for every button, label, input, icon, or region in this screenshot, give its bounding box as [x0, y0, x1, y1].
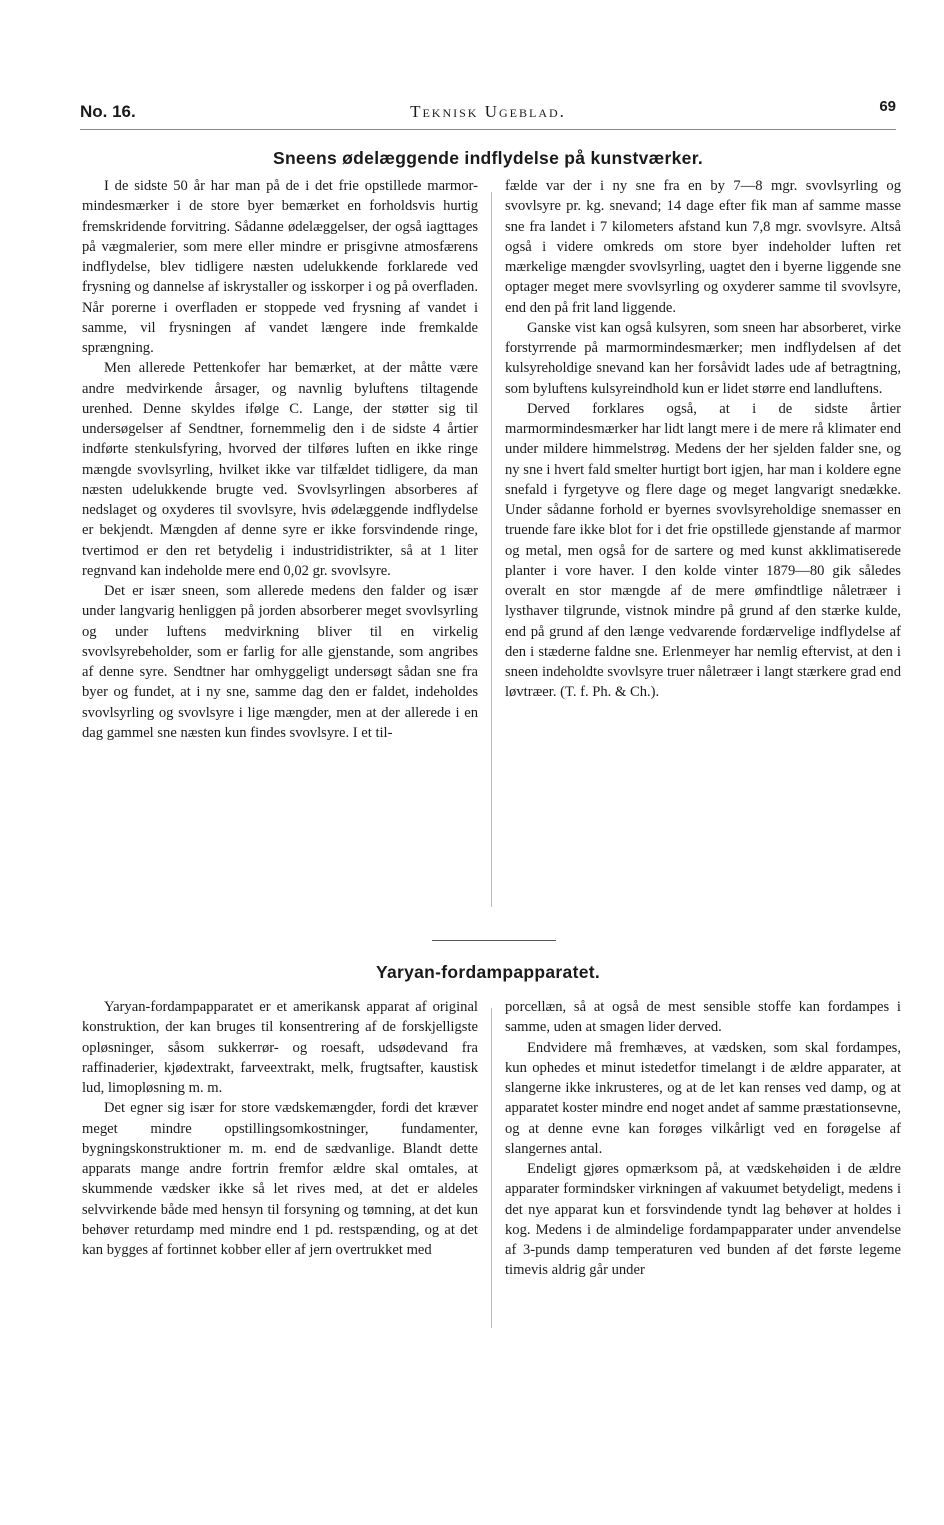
article-snow-right-column — [505, 176, 901, 703]
paragraph: I de sidste 50 år har man på de i det frie opstillede marmor-mindesmærker i de store byer bemærket en forholdsvis hurtig fremskridende forvitring. Sådanne ødelæggelser, der også iagttages på vægmalerier, som mere eller mindre er prisgivne atmosfærens indflydelse, blev tidligere næsten udelukkende forklarede ved frysning og dannelse af iskrystaller og isskorper i og på overfladen. Når porerne i overfladen er stoppede ved frysning af vandet i samme, vil frysningen af vandet længere inde fremkalde sprængning. — [82, 178, 478, 356]
article-yaryan-right-column — [505, 997, 901, 1281]
page-number: 69 — [879, 98, 896, 115]
article-separator — [432, 940, 556, 941]
header-rule — [80, 129, 896, 130]
article-snow-left-column — [82, 176, 478, 743]
paragraph: Ganske vist kan også kulsyren, som sneen har absorberet, virke forstyrrende på marmormindesmærker; men indflydelsen af det kulsyreholdige snevand kan her forsåvidt lades ude af betragtning, som byluftens kulsyreindhold kun er lidet større end landluftens. — [505, 319, 901, 397]
paragraph: Derved forklares også, at i de sidste årtier marmormindesmærker har lidt langt mere i de mere rå klimater end under mildere himmelstrøg. Medens der her sjelden falder sne, og ny sne i hvert fald smelter hurtigt bort igjen, har man i koldere egne snefald i fyrgetyve og flere dage og meget langvarigt snedække. Under sådanne forhold er byernes svovlsyreholdige snemasser en truende fare ikke blot for i det frie opstillede gjenstande af marmor og metal, men også for de sartere og med kunst akklimatiserede planter i vore haver. I den kolde vinter 1879—80 gik således overalt en stor mængde af de mere ømfindtlige nåletræer i lysthaver tilgrunde, vistnok mindre på grund af den stærke kulde, end på grund af den længe vedvarende fordærvelige indflydelse af den i stæderne faldne sne. Erlenmeyer har nemlig eftervist, at den i sneen indeholdte svovlsyre truer nåletræer i langt stærkere grad end løvtræer. (T. f. Ph. & Ch.). — [505, 400, 901, 701]
paragraph: porcellæn, så at også de mest sensible stoffe kan fordampes i samme, uden at smagen lider derved. — [505, 999, 901, 1036]
paragraph: Det er især sneen, som allerede medens den falder og især under langvarig henliggen på jorden absorberer meget svovlsyrling og under luftens medvirkning bliver til en virkelig svovlsyrebeholder, som er farlig for alle gjenstande, som angribes af denne syre. Sendtner har omhyggeligt undersøgt sådan sne fra byer og fundet, at i ny sne, samme dag den er faldet, indeholdes svovlsyrling og svovlsyre i lige mængder, men at der allerede i en dag gammel sne næsten kun findes svovlsyre. I et til- — [82, 583, 478, 741]
paragraph: Endvidere må fremhæves, at vædsken, som skal fordampes, kun ophedes et minut istedetfor timelangt i de ældre apparater, at slangerne ikke inkrusteres, og at de let kan renses ved damp, og at apparatet koster mindre end noget andet af samme præstationsevne, og at denne evne kan forøges vilkårligt ved en forøgelse af slangernes antal. — [505, 1039, 901, 1157]
paragraph: Det egner sig især for store vædskemængder, fordi det kræver meget mindre opstillingsomkostninger, fundamenter, bygningskonstruktioner m. m. end de sædvanlige. Blandt dette apparats mange andre fortrin fremfor ældre skal omtales, at skummende vædsker ikke så let rives med, at det er aldeles selvvirkende både med hensyn til forsyning og tømning, at det kun behøver returdamp med mindre end 1 pd. restspænding, og at det kan bygges af fortinnet kobber eller af jern overtrukket med — [82, 1100, 478, 1258]
article-yaryan-left-column — [82, 997, 478, 1260]
paragraph: Yaryan-fordampapparatet er et amerikansk apparat af original konstruktion, der kan bruges til konsentrering af de forskjelligste opløsninger, såsom sukkerrør- og roesaft, udsødevand fra raffinaderier, kjødextrakt, farveextrakt, melk, frugtsafter, kaustisk lud, limopløsning m. m. — [82, 999, 478, 1096]
paragraph: Men allerede Pettenkofer har bemærket, at der måtte være andre medvirkende årsager, og navnlig byluftens tiltagende urenhed. Denne skyldes ifølge C. Lange, der støtter sig til undersøgelser af Sendtner, fornemmelig den i de sidste 4 årtier indførte stenkulsfyring, hvorved der tilføres luften en ikke ringe mængde svovlsyrling, hvilket ikke var tilfældet tidligere, da man næsten udelukkende brugte ved. Svovlsyrlingen absorberes af nedslaget og oxyderes til svovlsyre, hvis ødelæggende indflydelse er bekjendt. Mængden af denne syre er ikke forsvindende ringe, tvertimod er den ret betydelig i industridistrikter, så at 1 liter regnvand kan indeholde mere end 0,02 gr. svovlsyre. — [82, 360, 478, 579]
page-header — [80, 98, 896, 132]
column-divider — [491, 1008, 492, 1328]
article-title-yaryan: Yaryan-fordampapparatet. — [375, 962, 601, 982]
column-divider — [491, 192, 492, 907]
paragraph: fælde var der i ny sne fra en by 7—8 mgr. svovlsyrling og svovlsyre pr. kg. snevand; 14 dage efter fik man af samme masse sne fra landet i 7 kilometers afstand kun 7,8 mgr. svovlsyre. Altså også i videre omkreds om store byer indeholder luften ret mærkelige mængder svovlsyrling, uagtet den i byerne liggende sne optager meget mere svovlsyrling og oxyderer samme til svovlsyre, end den på frit land liggende. — [505, 178, 901, 316]
journal-name: Teknisk Ugeblad. — [410, 102, 566, 121]
paragraph: Endeligt gjøres opmærksom på, at vædskehøiden i de ældre apparater formindsker virkningen af vakuumet betydeligt, medens i det nye apparat kun et forsvindende tyndt lag behøver at holdes i kog. Medens i de almindelige fordampapparater under anvendelse af 3-punds damp temperaturen ved bunden af det første legeme timevis aldrig går under — [505, 1161, 901, 1279]
issue-number: No. 16. — [80, 102, 136, 121]
article-title-snow: Sneens ødelæggende indflydelse på kunstværker. — [272, 148, 704, 168]
